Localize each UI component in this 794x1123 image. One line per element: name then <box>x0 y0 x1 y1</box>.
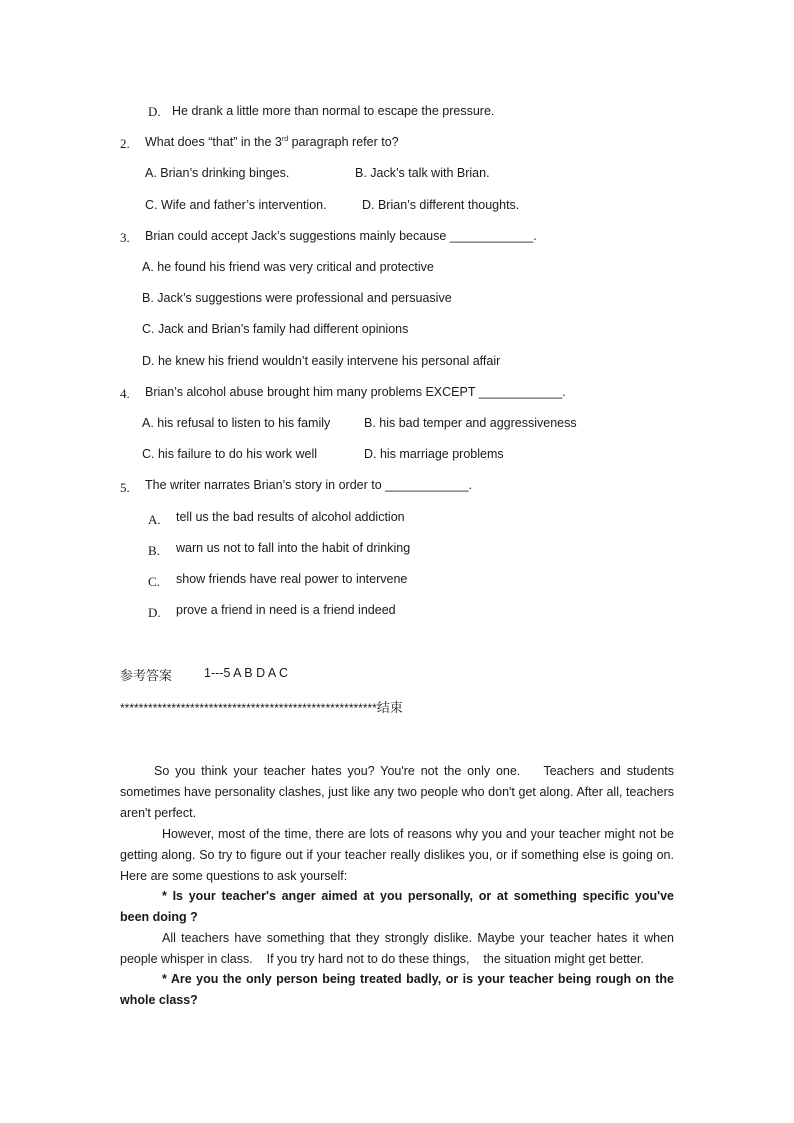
q4-option-b: B. his bad temper and aggressiveness <box>364 416 577 430</box>
q4-number: 4. <box>120 386 130 401</box>
q3-option-d: D. he knew his friend wouldn’t easily intervene his personal affair <box>142 354 501 368</box>
end-divider <box>120 697 403 716</box>
q4-option-d: D. his marriage problems <box>364 447 504 461</box>
passage-question-2: * Are you the only person being treated badly, or is your teacher being rough on the whole class? <box>120 972 674 1007</box>
q5-option-b-letter: B. <box>148 543 160 558</box>
passage-paragraph-2: However, most of the time, there are lots of reasons why you and your teacher might not be getting along. So try to figure out if your teacher really dislikes you, or if something else is going on. Here are some questions to ask yourself: <box>120 827 674 883</box>
q5-option-c-text: show friends have real power to intervene <box>176 572 408 586</box>
q3-option-a: A. he found his friend was very critical and protective <box>142 260 434 274</box>
q2-option-b: B. Jack’s talk with Brian. <box>355 166 490 180</box>
q5-option-a-text: tell us the bad results of alcohol addiction <box>176 510 405 524</box>
q5-option-a-letter: A. <box>148 512 161 527</box>
q2-option-c: C. Wife and father’s intervention. <box>145 198 327 212</box>
q5-option-d-letter: D. <box>148 605 161 620</box>
passage-question-1: * Is your teacher's anger aimed at you personally, or at something specific you've been doing ? <box>120 889 674 924</box>
q2-option-a: A. Brian’s drinking binges. <box>145 166 290 180</box>
q2-stem: What does “that” in the 3rd paragraph refer to? <box>145 135 399 149</box>
answer-key-value: 1---5 A B D A C <box>204 666 289 680</box>
q5-option-b-text: warn us not to fall into the habit of drinking <box>176 541 411 555</box>
q4-option-c: C. his failure to do his work well <box>142 447 318 461</box>
end-divider-label: 结束 <box>376 701 403 716</box>
passage-paragraph-3: All teachers have something that they strongly dislike. Maybe your teacher hates it when people whisper in class. If you try hard not to do these things, the situation might get better. <box>120 931 674 966</box>
q5-option-d-text: prove a friend in need is a friend indeed <box>176 603 396 617</box>
q3-option-c: C. Jack and Brian’s family had different opinions <box>142 322 409 336</box>
q1-option-d-letter: D. <box>148 104 161 119</box>
q5-option-c-letter: C. <box>148 574 160 589</box>
q3-stem: Brian could accept Jack’s suggestions mainly because ____________. <box>145 229 537 243</box>
answer-key-label: 参考答案 <box>120 669 173 684</box>
q2-option-d: D. Brian’s different thoughts. <box>362 198 520 212</box>
q5-number: 5. <box>120 480 130 495</box>
q2-number: 2. <box>120 136 130 151</box>
q3-option-b: B. Jack’s suggestions were professional and persuasive <box>142 291 452 305</box>
q4-stem: Brian’s alcohol abuse brought him many problems EXCEPT ____________. <box>145 385 566 399</box>
q4-option-a: A. his refusal to listen to his family <box>142 416 331 430</box>
q2-stem-superscript: rd <box>281 135 289 143</box>
passage-paragraph-1: So you think your teacher hates you? You're not the only one. Teachers and students sometimes have personality clashes, just like any two people who don't get along. After all, teachers aren't perfect. <box>120 764 674 820</box>
q3-number: 3. <box>120 230 130 245</box>
end-divider-stars: ******************************************************* <box>120 701 377 715</box>
q5-stem: The writer narrates Brian’s story in order to ____________. <box>145 478 473 492</box>
q1-option-d-text: He drank a little more than normal to escape the pressure. <box>172 104 495 118</box>
